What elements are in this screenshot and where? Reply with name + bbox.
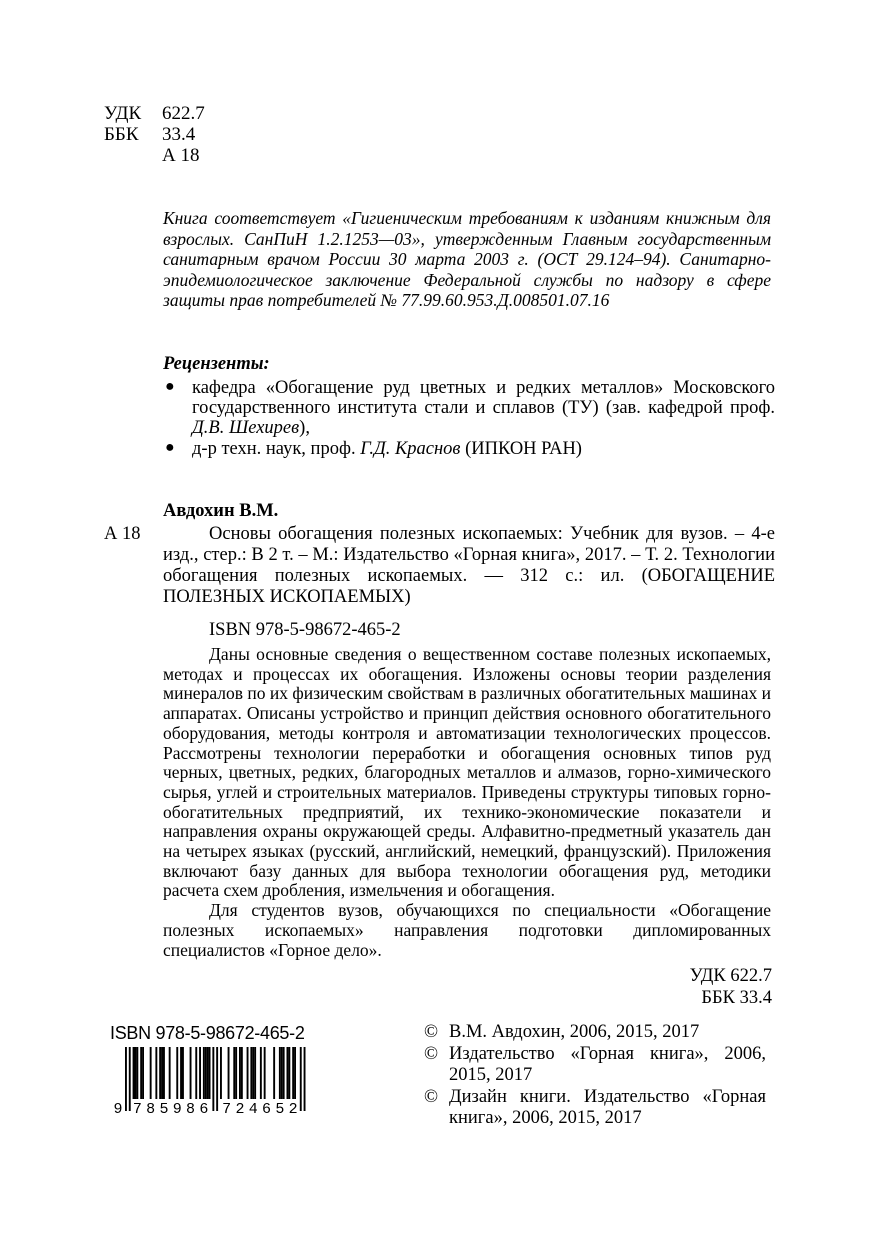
bullet-icon: ● (165, 439, 175, 456)
bbk-row (104, 125, 205, 146)
barcode-bar (129, 1047, 131, 1111)
barcode-bar (135, 1047, 137, 1099)
barcode-digit: 8 (146, 1101, 156, 1117)
barcode-bar (233, 1047, 235, 1099)
barcode-digit: 6 (262, 1101, 272, 1117)
barcode-bar (283, 1047, 285, 1099)
barcode-digit: 5 (159, 1101, 169, 1117)
barcode-bar (252, 1047, 254, 1099)
barcode-bar (199, 1047, 201, 1099)
barcode-bar (150, 1047, 152, 1099)
barcode-bar (294, 1047, 296, 1099)
barcode-bar (155, 1047, 157, 1099)
barcode-bar (254, 1047, 256, 1099)
abstract (163, 645, 771, 960)
barcode-bar (209, 1047, 211, 1099)
barcode-bar (161, 1047, 163, 1099)
udk-footer (690, 965, 772, 1009)
reviewer-2-text: д-р техн. наук, проф. (192, 439, 361, 459)
copyright-line (424, 1044, 766, 1086)
classification-block (104, 104, 205, 167)
barcode-bar (300, 1047, 302, 1111)
reviewer-2-name: Г.Д. Краснов (360, 439, 461, 459)
barcode-bar (216, 1047, 218, 1111)
barcode-bar (190, 1047, 192, 1099)
barcode-bar (133, 1047, 135, 1099)
barcode-digit: 2 (288, 1101, 298, 1117)
bullet-icon: ● (165, 378, 175, 395)
author-mark-row (104, 146, 205, 167)
book-author: Авдохин В.М. (163, 501, 279, 521)
reviewer-2-tail: (ИПКОН РАН) (460, 439, 582, 459)
barcode-bar (203, 1047, 205, 1099)
barcode-bar (182, 1047, 184, 1099)
copyright-line (424, 1022, 766, 1043)
barcode-digit: 6 (199, 1101, 209, 1117)
reviewers-heading: Рецензенты: (163, 354, 270, 374)
author-mark: А 18 (162, 145, 200, 166)
barcode-bar (288, 1047, 290, 1099)
book-isbn: ISBN 978-5-98672-465-2 (209, 620, 401, 640)
udk-value: 622.7 (162, 103, 205, 124)
barcode-bar (239, 1047, 241, 1099)
copyright-publisher: Издательство «Горная книга», 2006, 2015, 2017 (449, 1044, 766, 1085)
barcode-digit: 2 (235, 1101, 245, 1117)
bbk-value: 33.4 (162, 124, 196, 145)
barcode-bar (228, 1047, 230, 1099)
barcode-bar (205, 1047, 207, 1099)
barcode-bar (281, 1047, 283, 1099)
barcode-bar (176, 1047, 178, 1099)
barcode-bar (241, 1047, 243, 1099)
barcode-digit: 9 (113, 1101, 123, 1117)
barcode-bar (140, 1047, 142, 1099)
barcode-bar (207, 1047, 209, 1099)
reviewers-section (163, 354, 775, 459)
reviewer-1-text: кафедра «Обогащение руд цветных и редких металлов» Московского государственного института стали и сплавов (ТУ) (зав. кафедрой проф. (192, 378, 775, 418)
copyright-icon: © (424, 1022, 439, 1042)
barcode-bar (250, 1047, 252, 1099)
barcode-bar (136, 1047, 138, 1099)
barcode-bar (247, 1047, 249, 1099)
barcode-bar (220, 1047, 222, 1099)
barcode-bar (125, 1047, 127, 1111)
barcode-bar (142, 1047, 144, 1099)
udk-label: УДК (104, 103, 142, 124)
barcode-bar (264, 1047, 266, 1099)
udk-footer-udk: УДК 622.7 (689, 966, 772, 986)
barcode-isbn: ISBN 978-5-98672-465-2 (110, 1023, 305, 1043)
barcode-bar (195, 1047, 197, 1099)
copyright-icon: © (424, 1087, 439, 1107)
udk-footer-bbk: ББК 33.4 (701, 988, 772, 1008)
barcode-image (113, 1047, 309, 1117)
copyright-line (424, 1087, 766, 1129)
copyright-design: Дизайн книги. Издательство «Горная книга», 2006, 2015, 2017 (449, 1087, 766, 1128)
barcode-bar (260, 1047, 262, 1099)
reviewer-1-name: Д.В. Шехирев (192, 418, 300, 438)
copyright-block (424, 1022, 766, 1130)
reviewer-1-tail: ), (299, 418, 310, 438)
udk-row (104, 104, 205, 125)
copyright-icon: © (424, 1044, 439, 1064)
barcode-digit: 4 (248, 1101, 258, 1117)
reviewer-item (163, 439, 775, 459)
barcode-digit: 5 (275, 1101, 285, 1117)
barcode-bar (279, 1047, 281, 1099)
abstract-paragraph-2: Для студентов вузов, обучающихся по специальности «Обогащение полезных ископаемых» направления подготовки дипломированных специалистов «Горное дело». (163, 900, 771, 960)
barcode-bar (292, 1047, 294, 1099)
copyright-author: В.М. Авдохин, 2006, 2015, 2017 (449, 1022, 700, 1042)
barcode-digit: 7 (132, 1101, 142, 1117)
barcode-bar (159, 1047, 161, 1099)
barcode-bar (212, 1047, 214, 1111)
book-index: А 18 (104, 524, 141, 544)
barcode-bar (304, 1047, 306, 1111)
bbk-label: ББК (104, 124, 139, 145)
hygiene-notice: Книга соответствует «Гигиеническим требованиям к изданиям книжным для взрослых. СанПиН 1.2.1253—03», утвержденным Главным государственным санитарным врачом России 30 марта 2003 г. (ОСТ 29.124–94). Санитарно-эпидемиологическое заключение Федеральной службы по надзору в сфере защиты прав потребителей № 77.99.60.953.Д.008501.07.16 (163, 208, 771, 310)
barcode-bar (180, 1047, 182, 1099)
barcode-bar (169, 1047, 171, 1099)
reviewer-item (163, 378, 775, 438)
barcode-digit: 7 (222, 1101, 232, 1117)
barcode-bar (235, 1047, 237, 1099)
barcode-digit: 8 (186, 1101, 196, 1117)
barcode-digit: 9 (172, 1101, 182, 1117)
abstract-paragraph-1: Даны основные сведения о вещественном составе полезных ископаемых, методах и процессах их обогащения. Изложены основы теории разделения минералов по их физическим свойствам в различных обогатительных машинах и аппаратах. Описаны устройство и принцип действия основного обогатительного оборудования, методы контроля и автоматизации технологических процессов. Рассмотрены технологии переработки и обогащения основных типов руд черных, цветных, редких, благородных металлов и алмазов, горно-химического сырья, углей и строительных материалов. Приведены структуры типовых горно-обогатительных предприятий, их технико-экономические показатели и направления охраны окружающей среды. Алфавитно-предметный указатель дан на четырех языках (русский, английский, немецкий, французский). Приложения включают базу данных для выбора технологии обогащения руд, методики расчета схем дробления, измельчения и обогащения. (163, 644, 771, 901)
barcode-bar (163, 1047, 165, 1099)
barcode-bar (287, 1047, 289, 1099)
barcode-bar (273, 1047, 275, 1099)
book-description: Основы обогащения полезных ископаемых: Учебник для вузов. – 4-е изд., стер.: В 2 т. – М.: Издательство «Горная книга», 2017. – Т. 2. Технологии обогащения полезных ископаемых. — 312 с.: ил. (ОБОГАЩЕНИЕ ПОЛЕЗНЫХ ИСКОПАЕМЫХ) (163, 524, 775, 607)
